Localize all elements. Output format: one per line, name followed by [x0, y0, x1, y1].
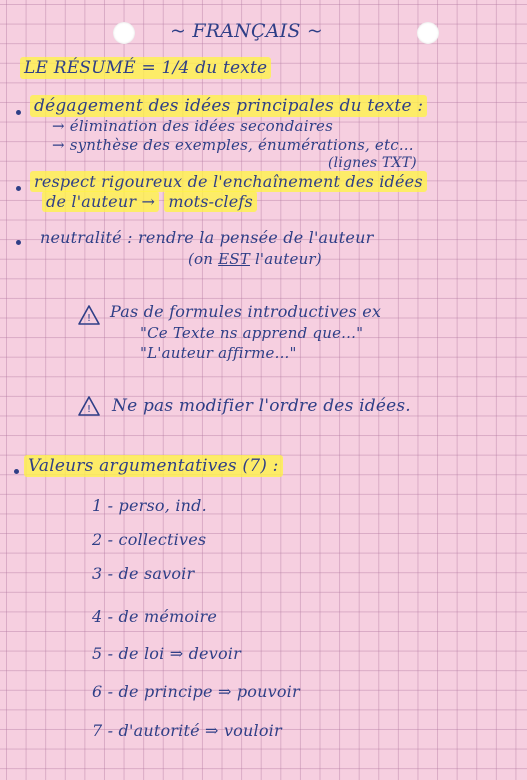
bullet-2-main	[30, 174, 427, 190]
bullet-1-highlight: dégagement des idées principales du texte :	[30, 95, 427, 117]
keywords-highlight: mots-clefs	[164, 191, 257, 212]
valeur-item-2: 2 - collectives	[92, 530, 207, 549]
bullet-1-note: (lignes TXT)	[328, 155, 417, 171]
valeur-item-7: 7 - d'autorité ⇒ vouloir	[92, 721, 282, 740]
page-title: ~ FRANÇAIS ~	[170, 20, 323, 42]
bullet-1-sub-1: → élimination des idées secondaires	[52, 117, 334, 135]
svg-text:!: !	[86, 313, 92, 324]
bullet-dot	[16, 186, 21, 191]
warning-2-line-1: Ne pas modifier l'ordre des idées.	[112, 396, 411, 416]
bullet-3-main: neutralité : rendre la pensée de l'auteur	[40, 228, 374, 247]
bullet-1-sub-2: → synthèse des exemples, énumérations, etc...	[52, 136, 414, 154]
valeur-item-4: 4 - de mémoire	[92, 607, 218, 626]
warning-1-line-2: "Ce Texte ns apprend que..."	[140, 324, 364, 342]
warning-1-line-3: "L'auteur affirme..."	[140, 344, 297, 362]
valeurs-title	[24, 458, 283, 475]
bullet-1-main	[30, 98, 427, 115]
bullet-3-emphasis: EST	[218, 250, 250, 268]
bullet-2-line-2-text: de l'auteur →	[42, 191, 159, 212]
svg-text:!: !	[86, 404, 92, 415]
bullet-dot	[16, 240, 21, 245]
valeur-item-5: 5 - de loi ⇒ devoir	[92, 644, 241, 663]
bullet-3-line-2	[188, 252, 322, 267]
header-highlight: LE RÉSUMÉ = 1/4 du texte	[20, 57, 271, 79]
bullet-3-paren-close: l'auteur)	[254, 250, 322, 268]
valeur-item-1: 1 - perso, ind.	[92, 496, 207, 515]
bullet-2-line-2	[42, 194, 257, 210]
section-header	[20, 60, 271, 77]
valeurs-title-highlight: Valeurs argumentatives (7) :	[24, 455, 283, 477]
punch-hole-right	[417, 22, 439, 44]
bullet-dot	[14, 469, 19, 474]
valeur-item-6: 6 - de principe ⇒ pouvoir	[92, 682, 300, 701]
warning-icon	[78, 305, 100, 325]
bullet-dot	[16, 110, 21, 115]
warning-1-line-1: Pas de formules introductives ex	[110, 302, 382, 321]
bullet-3-paren-open: (on	[188, 250, 214, 268]
bullet-2-highlight: respect rigoureux de l'enchaînement des idées	[30, 171, 427, 192]
punch-hole-left	[113, 22, 135, 44]
valeur-item-3: 3 - de savoir	[92, 564, 195, 583]
warning-icon	[78, 396, 100, 416]
